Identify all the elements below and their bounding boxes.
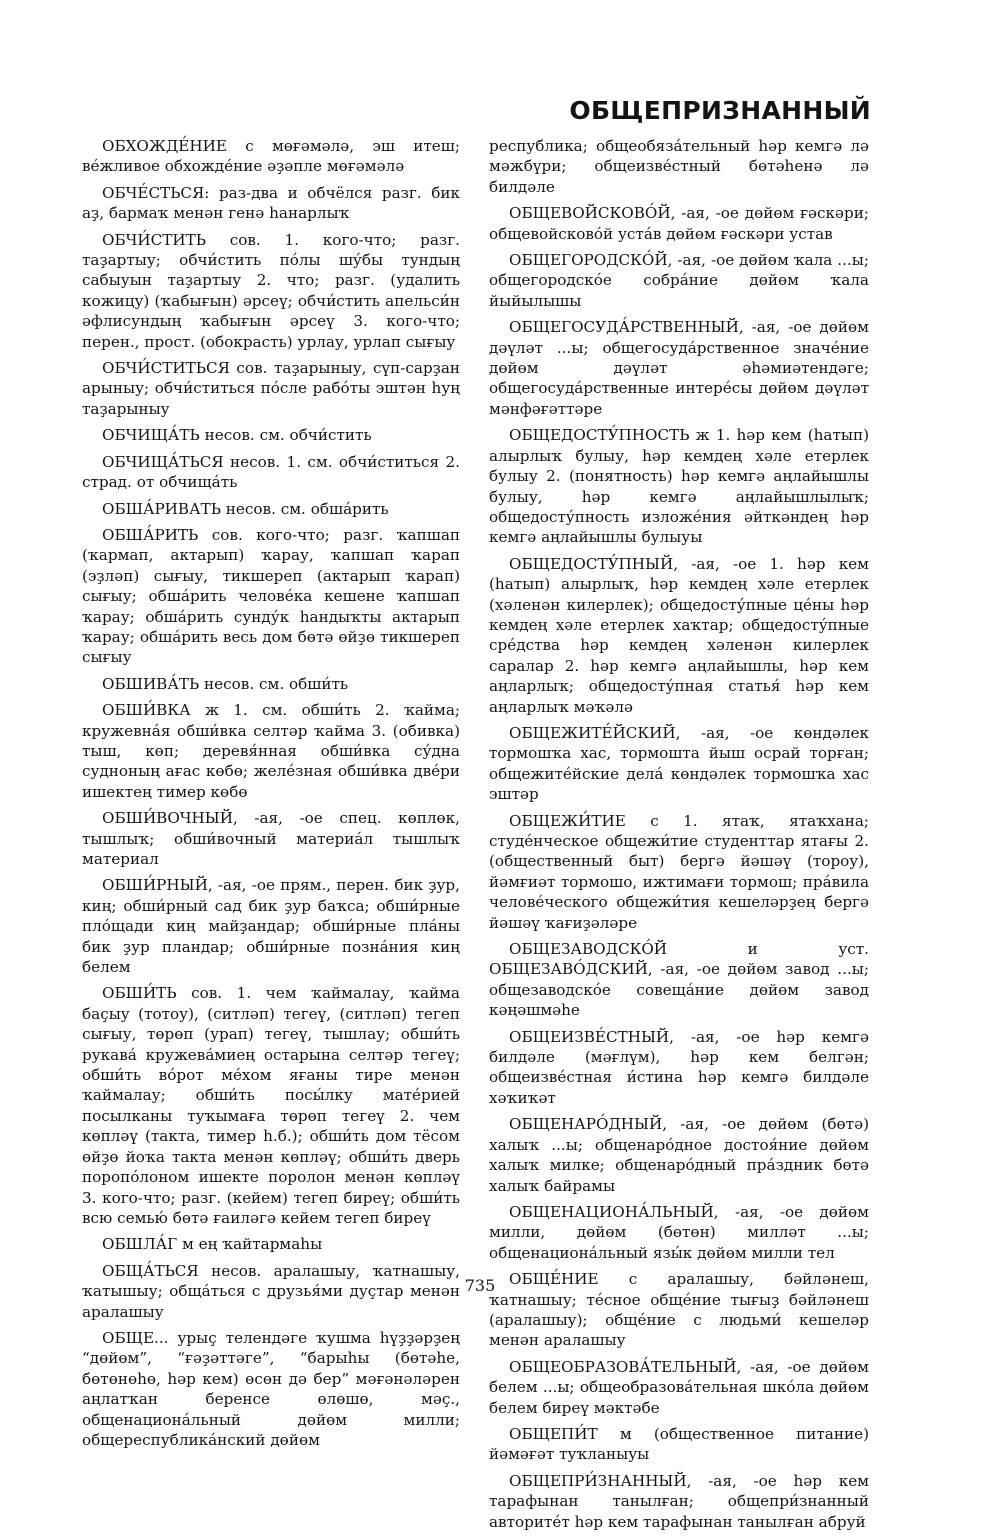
dictionary-entry: республика; общеобяза́тельный һәр кемгә лә мәжбүри; общеизве́стный бөтәһенә лә билдәле xyxy=(489,137,869,196)
running-head: ОБЩЕПРИЗНАННЫЙ xyxy=(569,96,871,125)
dictionary-entry: ОБХОЖДЕ́НИЕ с мөғәмәлә, эш итеш; ве́жливое обхожде́ние әҙәпле мөғәмәлә xyxy=(82,137,460,176)
dictionary-entry: ОБЩЕ... урыҫ телендәге ҡушма һүҙҙәрҙең “дөйөм”, “ғәҙәттәге”, “барыһы (бөтәһе, бөтөнөһө, һәр кем) өсөн дә бер” мәғәнәләрен аңлатҡан беренсе өлөшө, мәҫ., общенациона́льный дөйөм милли; общереспублика́нский дөйөм xyxy=(82,1328,460,1449)
dictionary-entry: ОБЧИЩА́ТЬ несов. см. обчи́стить xyxy=(102,426,372,445)
dictionary-entry: ОБШИ́ВОЧНЫЙ, -ая, -ое спец. көплөк, тышлыҡ; обши́вочный материа́л тышлыҡ материал xyxy=(82,809,460,868)
dictionary-entry: ОБЩЕНАРО́ДНЫЙ, -ая, -ое дөйөм (бөтә) халыҡ ...ы; общенаро́дное достоя́ние дөйөм халыҡ милке; общенаро́дный пра́здник бөтә халыҡ байрамы xyxy=(489,1115,869,1195)
dictionary-entry: ОБЧИ́СТИТЬ сов. 1. кого-что; разг. таҙартыу; обчи́стить по́лы шу́бы тундың сабыуын таҙартыу 2. что; разг. (удалить кожицу) (ҡабығын) әрсеү; обчи́стить апельси́н әфлисундың ҡабығын әрсеү 3. кого-что; перен., прост. (обокрасть) урлау, урлап сығыу xyxy=(82,230,460,351)
dictionary-entry: ОБЩЕВОЙСКОВО́Й, -ая, -ое дөйөм ғәскәри; общевойсково́й уста́в дөйөм ғәскәри устав xyxy=(489,204,869,243)
dictionary-entry: ОБЩЕЖИ́ТИЕ с 1. ятаҡ, ятаҡхана; студе́нческое общежи́тие студенттар ятағы 2. (общественный быт) бергә йәшәү (тороу), йәмғиәт тормошо, ижтимағи тормош; пра́вила челове́ческого общежи́тия кешеләрҙең бергә йәшәү ҡағиҙәләре xyxy=(489,811,869,932)
dictionary-entry: ОБША́РИВАТЬ несов. см. обша́рить xyxy=(102,499,389,518)
dictionary-entry: ОБЩЕПИ́Т м (общественное питание) йәмәғәт туҡланыуы xyxy=(489,1424,869,1464)
dictionary-entry: ОБЧЕ́СТЬСЯ: раз-два и обчёлся разг. бик аҙ, бармаҡ менән генә һанарлыҡ xyxy=(82,183,460,223)
dictionary-entry: ОБЩЕДОСТУ́ПНЫЙ, -ая, -ое 1. һәр кем (һатып) алырлыҡ, һәр кемдең хәле етерлек (хәленән килерлек); общедосту́пные це́ны һәр кемдең хәле етерлек хаҡтар; общедосту́пные сре́дства һәр кемдең хәленән килерлек саралар 2. һәр кемгә аңлайышлы, һәр кем аңларлыҡ; общедосту́пная статья́ һәр кем аңларлыҡ мәҡәлә xyxy=(489,554,869,716)
dictionary-entry: ОБЩЕНАЦИОНА́ЛЬНЫЙ, -ая, -ое дөйөм милли, дөйөм (бөтөн) милләт ...ы; общенациона́льный язы́к дөйөм милли тел xyxy=(489,1202,869,1262)
dictionary-entry: ОБЩЕИЗВЕ́СТНЫЙ, -ая, -ое һәр кемгә билдәле (мәғлүм), һәр кем белгән; общеизве́стная и́стина һәр кемгә билдәле хәҡиҡәт xyxy=(489,1027,869,1107)
right-column xyxy=(489,136,869,1538)
dictionary-entry: ОБШИ́РНЫЙ, -ая, -ое прям., перен. бик ҙур, киң; обши́рный сад бик ҙур баҡса; обши́рные пло́щади киң майҙандар; обши́рные пла́ны бик ҙур пландар; обши́рные позна́ния киң белем xyxy=(82,876,460,977)
dictionary-entry: ОБША́РИТЬ сов. кого-что; разг. ҡапшап (ҡармап, актарып) ҡарау, ҡапшап ҡарап (эҙләп) сығыу, тикшереп (актарып ҡарап) сығыу; обша́рить челове́ка кешене ҡапшап ҡарау; обша́рить сунду́к һандыҡты актарып ҡарау; обша́рить весь дом бөтә өйҙө тикшереп сығыу xyxy=(82,525,460,667)
dictionary-entry: ОБЩА́ТЬСЯ несов. аралашыу, ҡатнашыу, ҡатышыу; обща́ться с друзья́ми дуҫтар менән аралашыу xyxy=(82,1261,460,1321)
dictionary-entry: ОБЩЕ́НИЕ с аралашыу, бәйләнеш, ҡатнашыу; те́сное обще́ние тығыҙ бәйләнеш (аралашыу); обще́ние с людьми́ кешеләр менән аралашыу xyxy=(489,1270,869,1350)
page-number: 735 xyxy=(464,1276,496,1295)
dictionary-entry: ОБШЛА́Г м ең ҡайтармаһы xyxy=(102,1235,323,1254)
dictionary-entry: ОБШИВА́ТЬ несов. см. обши́ть xyxy=(102,674,349,693)
dictionary-entry: ОБЩЕЖИТЕ́ЙСКИЙ, -ая, -ое көндәлек тормошҡа хас, тормошта йыш осрай торған; общежите́йские дела́ көндәлек тормошҡа хас эштәр xyxy=(489,723,869,804)
dictionary-entry: ОБЩЕПРИ́ЗНАННЫЙ, -ая, -ое һәр кем тарафынан танылған; общепри́знанный авторите́т һәр кем тарафынан танылған абруй xyxy=(489,1471,869,1531)
dictionary-entry: ОБЩЕГОСУДА́РСТВЕННЫЙ, -ая, -ое дөйөм дәүләт ...ы; общегосуда́рственное значе́ние дөйөм дәүләт әһәмиәтендәге; общегосуда́рственные интере́сы дөйөм дәүләт мәнфәғәттәре xyxy=(489,318,869,418)
dictionary-entry: ОБЩЕЗАВОДСКО́Й и уст. ОБЩЕЗАВО́ДСКИЙ, -ая, -ое дөйөм завод ...ы; общезаводско́е совеща́ние дөйөм завод кәңәшмәһе xyxy=(489,940,869,1020)
dictionary-entry: ОБШИ́ТЬ сов. 1. чем ҡаймалау, ҡайма баҫыу (тотоу), (ситләп) тегеү, (ситләп) тегеп сығыу, төрөп (урап) тегеү, тышлау; обши́ть рукава́ кружева́миең остарына селтәр тегеү; обши́ть во́рот ме́хом яғаны тире менән ҡаймалау; обши́ть посы́лку мате́рией посылканы туҡымаға төрөп тегеү 2. чем көпләү (такта, тимер һ.б.); обши́ть дом тёсом өйҙө йоҡа такта менән көпләү; обши́ть дверь поропо́лоном ишекте поролон менән көпләү 3. кого-что; разг. (кейем) тегеп биреү; обши́ть всю семью́ бөтә ғаиләгә кейем тегеп биреү xyxy=(82,984,460,1227)
left-column xyxy=(82,136,460,1456)
dictionary-entry: ОБЧИЩА́ТЬСЯ несов. 1. см. обчи́ститься 2. страд. от обчища́ть xyxy=(82,452,460,492)
dictionary-entry: ОБЩЕГОРОДСКО́Й, -ая, -ое дөйөм ҡала ...ы; общегородско́е собра́ние дөйөм ҡала йыйылышы xyxy=(489,251,869,310)
dictionary-entry: ОБЩЕДОСТУ́ПНОСТЬ ж 1. һәр кем (һатып) алырлыҡ булыу, һәр кемдең хәле етерлек булыу 2. (понятность) һәр кемгә аңлайышлы булыу, һәр кемгә аңлайышлылыҡ; общедосту́пность изложе́ния әйткәндең һәр кемгә аңлайышлы булыуы xyxy=(489,426,869,547)
dictionary-entry: ОБЩЕОБРАЗОВА́ТЕЛЬНЫЙ, -ая, -ое дөйөм белем ...ы; общеобразова́тельная шко́ла дөйөм белем биреү мәктәбе xyxy=(489,1357,869,1417)
dictionary-entry: ОБШИ́ВКА ж 1. см. обши́ть 2. ҡайма; кружевна́я обши́вка селтәр ҡайма 3. (обивка) тыш, көп; деревя́нная обши́вка су́дна судноның ағас көбө; желе́зная обши́вка две́ри ишектең тимер көбө xyxy=(82,701,460,801)
dictionary-entry: ОБЧИ́СТИТЬСЯ сов. таҙарыныу, сүп-сарҙан арыныу; обчи́ститься по́сле рабо́ты эштән һуң таҙарыныу xyxy=(82,359,460,418)
